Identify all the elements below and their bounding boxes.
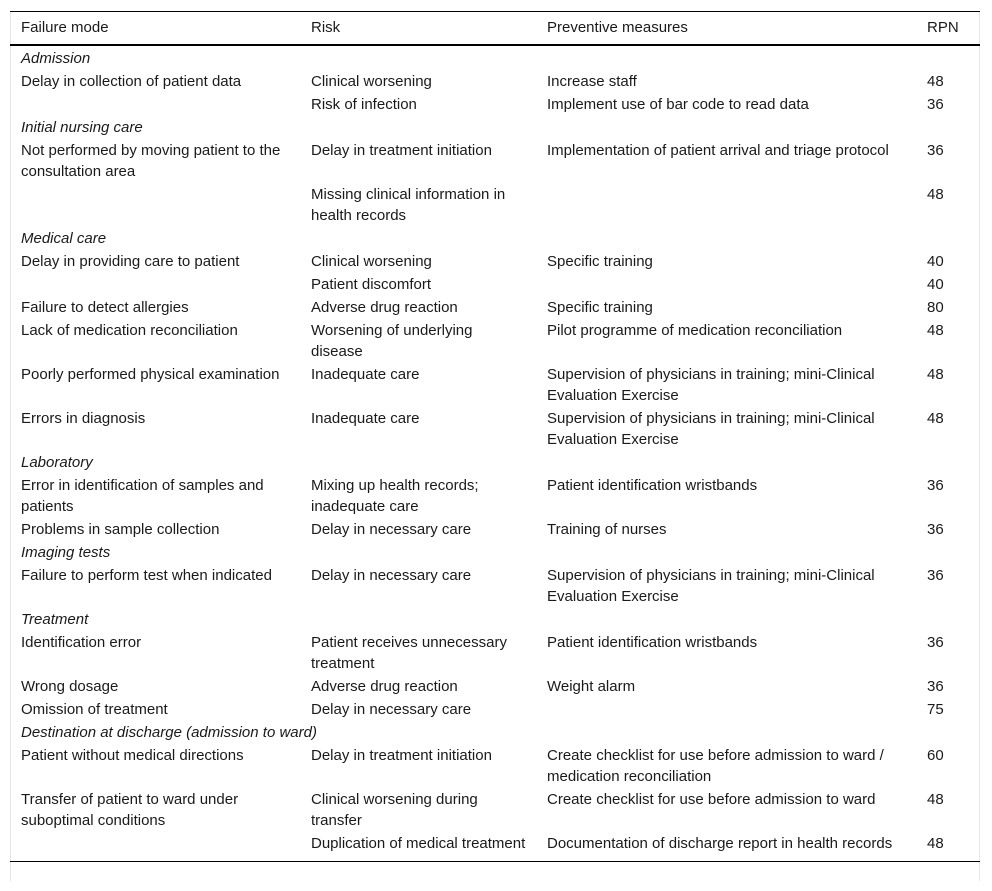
failure-mode-cell: Transfer of patient to ward under suboptimal conditions [21,791,239,829]
rpn-cell: 36 [927,142,944,159]
table-row [10,631,980,675]
risk-cell: Clinical worsening [311,73,432,90]
failure-mode-cell [10,183,300,227]
rpn-cell: 40 [927,253,944,270]
risk-cell: Adverse drug reaction [311,678,458,695]
rpn-cell: 36 [927,678,944,695]
fmea-table [10,11,980,862]
preventive-measure-cell: Specific training [547,253,653,270]
section-title: Medical care [21,230,107,247]
preventive-measure-cell: Training of nurses [547,521,667,538]
section-row [10,227,980,250]
risk-cell: Adverse drug reaction [311,299,458,316]
preventive-measure-cell: Patient identification wristbands [547,477,758,494]
risk-cell: Duplication of medical treatment [311,835,526,852]
failure-mode-cell [10,93,300,116]
preventive-measure-cell: Increase staff [547,73,637,90]
failure-mode-cell: Failure to perform test when indicated [21,567,272,584]
failure-mode-cell: Lack of medication reconciliation [21,322,238,339]
preventive-measure-cell: Implementation of patient arrival and triage protocol [547,142,889,159]
table-row [10,139,980,183]
header-failure-mode: Failure mode [21,19,109,36]
preventive-measure-cell: Implement use of bar code to read data [547,96,809,113]
risk-cell: Delay in treatment initiation [311,142,492,159]
header-risk: Risk [311,19,341,36]
risk-cell: Inadequate care [311,366,420,383]
section-title: Imaging tests [21,544,111,561]
failure-mode-cell: Poorly performed physical examination [21,366,280,383]
risk-cell: Patient discomfort [311,276,432,293]
section-row [10,451,980,474]
preventive-measure-cell: Create checklist for use before admission to ward [547,791,876,808]
table-row [10,407,980,451]
failure-mode-cell: Delay in collection of patient data [21,73,242,90]
risk-cell: Worsening of underlying disease [311,322,473,360]
table-row [10,564,980,608]
rpn-cell: 36 [927,634,944,651]
section-title: Laboratory [21,454,93,471]
preventive-measure-cell [536,273,918,296]
risk-cell: Clinical worsening [311,253,432,270]
failure-mode-cell: Identification error [21,634,142,651]
section-row [10,116,980,139]
preventive-measure-cell: Documentation of discharge report in health records [547,835,893,852]
table-row [10,273,980,296]
table-row [10,832,980,862]
rpn-cell: 36 [927,477,944,494]
rpn-cell: 60 [927,747,944,764]
table-row [10,518,980,541]
rpn-cell: 48 [927,410,944,427]
failure-mode-cell: Errors in diagnosis [21,410,146,427]
table-header [10,12,980,46]
rpn-cell: 48 [927,835,944,852]
risk-cell: Mixing up health records; inadequate care [311,477,479,515]
preventive-measure-cell: Specific training [547,299,653,316]
table-row [10,474,980,518]
header-row [10,12,980,46]
preventive-measure-cell: Supervision of physicians in training; mini-Clinical Evaluation Exercise [547,366,875,404]
rpn-cell: 48 [927,366,944,383]
preventive-measure-cell: Supervision of physicians in training; mini-Clinical Evaluation Exercise [547,410,875,448]
table-row [10,744,980,788]
rpn-cell: 36 [927,96,944,113]
risk-cell: Clinical worsening during transfer [311,791,478,829]
table-row [10,250,980,273]
risk-cell: Delay in necessary care [311,701,472,718]
table-row [10,363,980,407]
rpn-cell: 36 [927,521,944,538]
failure-mode-cell: Delay in providing care to patient [21,253,240,270]
failure-mode-cell [10,273,300,296]
preventive-measure-cell: Supervision of physicians in training; mini-Clinical Evaluation Exercise [547,567,875,605]
section-row [10,721,980,744]
preventive-measure-cell: Patient identification wristbands [547,634,758,651]
rpn-cell: 48 [927,322,944,339]
section-title: Destination at discharge (admission to ward) [21,724,317,741]
section-title: Admission [21,50,91,67]
section-title: Initial nursing care [21,119,143,136]
table-row [10,788,980,832]
rpn-cell: 48 [927,791,944,808]
risk-cell: Patient receives unnecessary treatment [311,634,507,672]
table-body [10,45,980,862]
risk-cell: Delay in necessary care [311,567,472,584]
rpn-cell: 48 [927,73,944,90]
table-row [10,183,980,227]
table-row [10,93,980,116]
table-row [10,296,980,319]
rpn-cell: 40 [927,276,944,293]
section-title: Treatment [21,611,89,628]
failure-mode-cell: Error in identification of samples and patients [21,477,264,515]
failure-mode-cell: Wrong dosage [21,678,119,695]
preventive-measure-cell [536,183,918,227]
preventive-measure-cell: Create checklist for use before admission to ward / medication reconciliation [547,747,884,785]
risk-cell: Risk of infection [311,96,417,113]
risk-cell: Inadequate care [311,410,420,427]
preventive-measure-cell: Pilot programme of medication reconciliation [547,322,843,339]
table-row [10,319,980,363]
section-row [10,45,980,70]
rpn-cell: 36 [927,567,944,584]
risk-cell: Delay in necessary care [311,521,472,538]
failure-mode-cell: Patient without medical directions [21,747,244,764]
failure-mode-cell: Failure to detect allergies [21,299,189,316]
failure-mode-cell: Not performed by moving patient to the consultation area [21,142,281,180]
rpn-cell: 80 [927,299,944,316]
failure-mode-cell: Omission of treatment [21,701,168,718]
header-preventive-measures: Preventive measures [547,19,688,36]
rpn-cell: 48 [927,186,944,203]
risk-cell: Missing clinical information in health records [311,186,506,224]
risk-cell: Delay in treatment initiation [311,747,492,764]
preventive-measure-cell: Weight alarm [547,678,636,695]
failure-mode-cell [10,832,300,862]
preventive-measure-cell [536,698,918,721]
table-row [10,675,980,698]
section-row [10,541,980,564]
section-row [10,608,980,631]
failure-mode-cell: Problems in sample collection [21,521,220,538]
header-rpn: RPN [927,19,959,36]
table-row [10,70,980,93]
table-row [10,698,980,721]
rpn-cell: 75 [927,701,944,718]
